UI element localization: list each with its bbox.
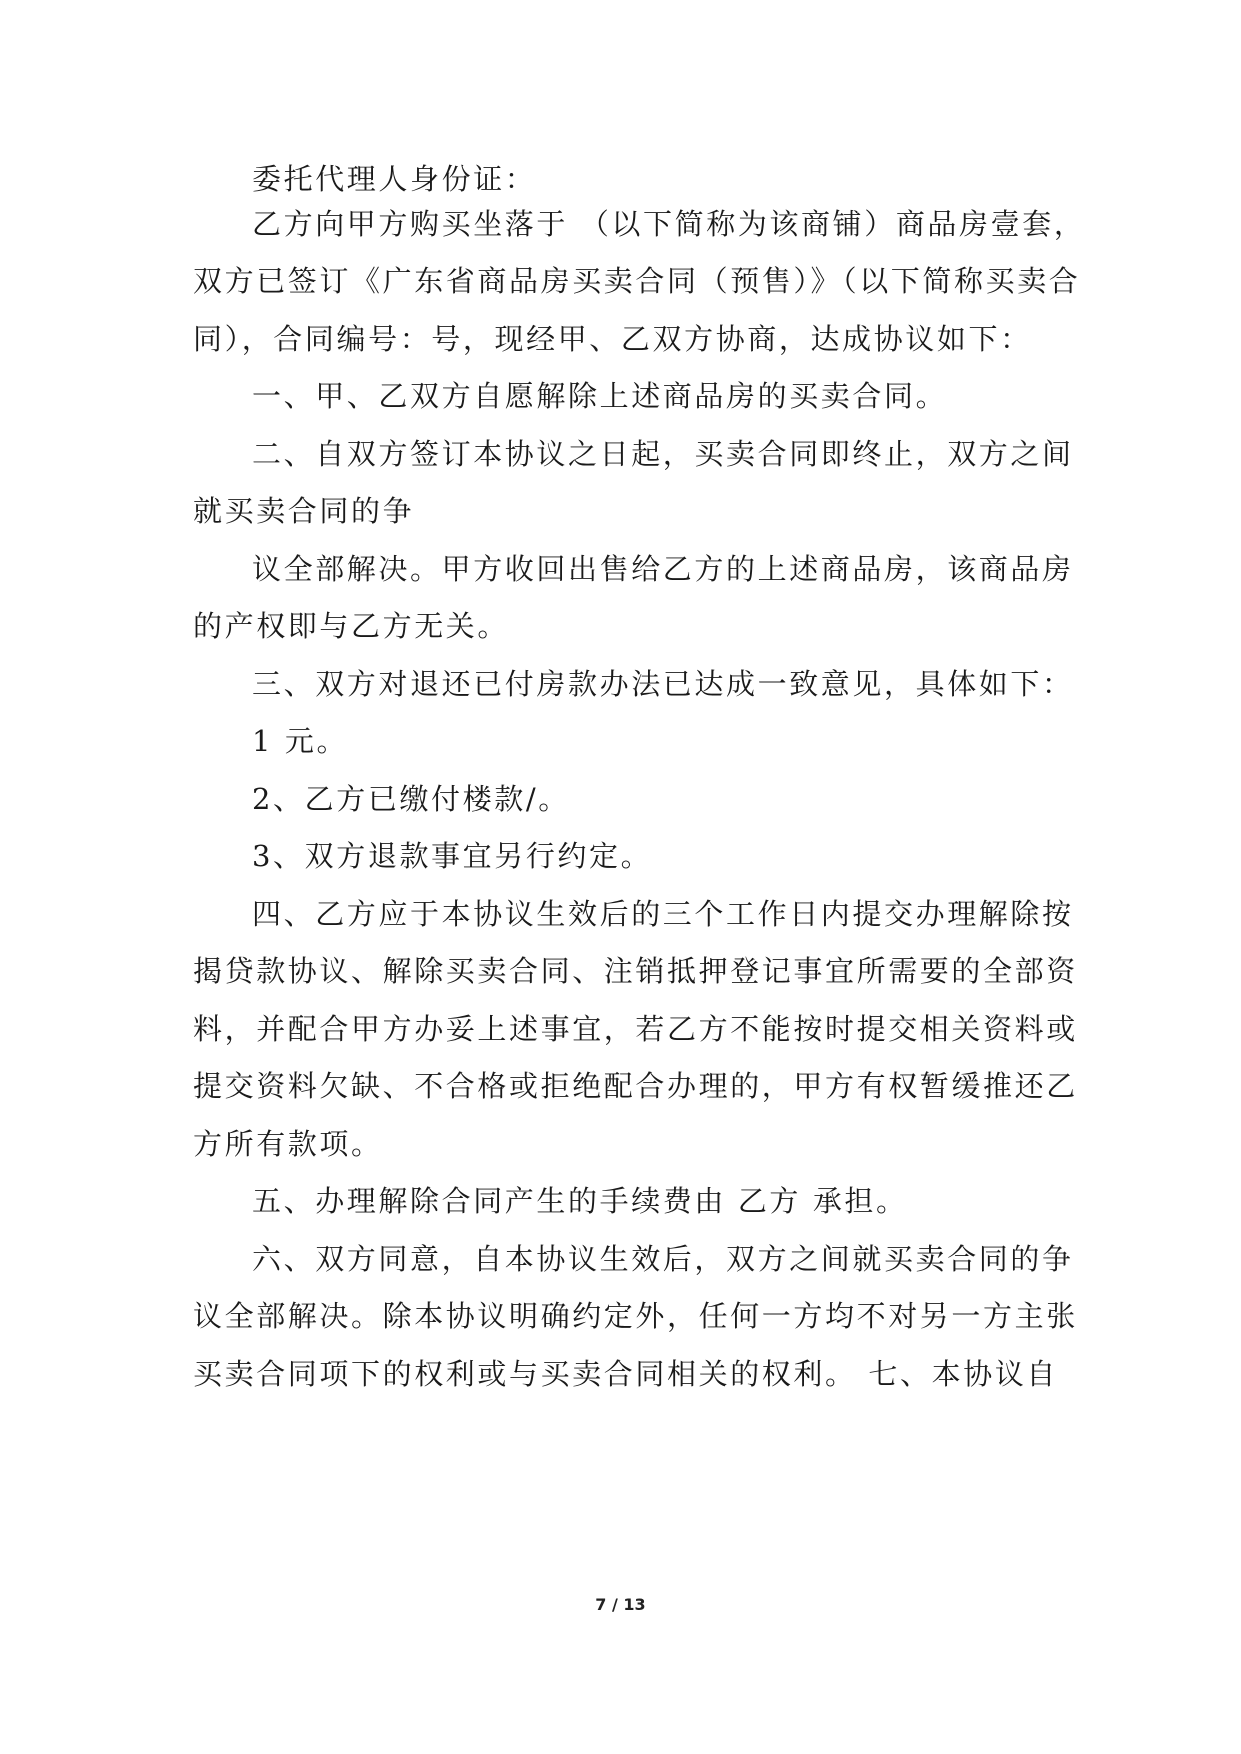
text-line: 3、双方退款事宜另行约定。 (252, 839, 653, 873)
text-line: 同），合同编号：号，现经甲、乙双方协商，达成协议如下： (193, 322, 1032, 356)
text-line: 乙方向甲方购买坐落于 （以下简称为该商铺）商品房壹套， (252, 207, 1086, 241)
text-line: 六、双方同意，自本协议生效后，双方之间就买卖合同的争 (252, 1242, 1074, 1276)
text-line: 五、办理解除合同产生的手续费由 乙方 承担。 (252, 1184, 908, 1218)
text-line: 的产权即与乙方无关。 (193, 609, 510, 643)
text-line: 方所有款项。 (193, 1127, 383, 1161)
text-line: 双方已签订《广东省商品房买卖合同（预售）》（以下简称买卖合 (193, 264, 1081, 298)
text-line: 三、双方对退还已付房款办法已达成一致意见，具体如下： (252, 667, 1074, 701)
text-line: 揭贷款协议、解除买卖合同、注销抵押登记事宜所需要的全部资 (193, 954, 1078, 988)
text-line: 2、乙方已缴付楼款/。 (252, 782, 570, 816)
text-line: 议全部解决。甲方收回出售给乙方的上述商品房，该商品房 (252, 552, 1074, 586)
text-line: 料，并配合甲方办妥上述事宜，若乙方不能按时提交相关资料或 (193, 1012, 1078, 1046)
text-line: 买卖合同项下的权利或与买卖合同相关的权利。 七、本协议自 (193, 1357, 1059, 1391)
text-line: 1 元。 (252, 724, 349, 758)
text-line: 一、甲、乙双方自愿解除上述商品房的买卖合同。 (252, 379, 948, 413)
text-line: 提交资料欠缺、不合格或拒绝配合办理的，甲方有权暂缓推还乙 (193, 1069, 1078, 1103)
text-line: 二、自双方签订本协议之日起，买卖合同即终止，双方之间 (252, 437, 1074, 471)
text-line-agent-id: 委托代理人身份证： (252, 162, 537, 196)
text-line: 四、乙方应于本协议生效后的三个工作日内提交办理解除按 (252, 897, 1074, 931)
text-line: 议全部解决。除本协议明确约定外，任何一方均不对另一方主张 (193, 1299, 1078, 1333)
page-number: 7 / 13 (595, 1595, 646, 1614)
text-line: 就买卖合同的争 (193, 494, 415, 528)
